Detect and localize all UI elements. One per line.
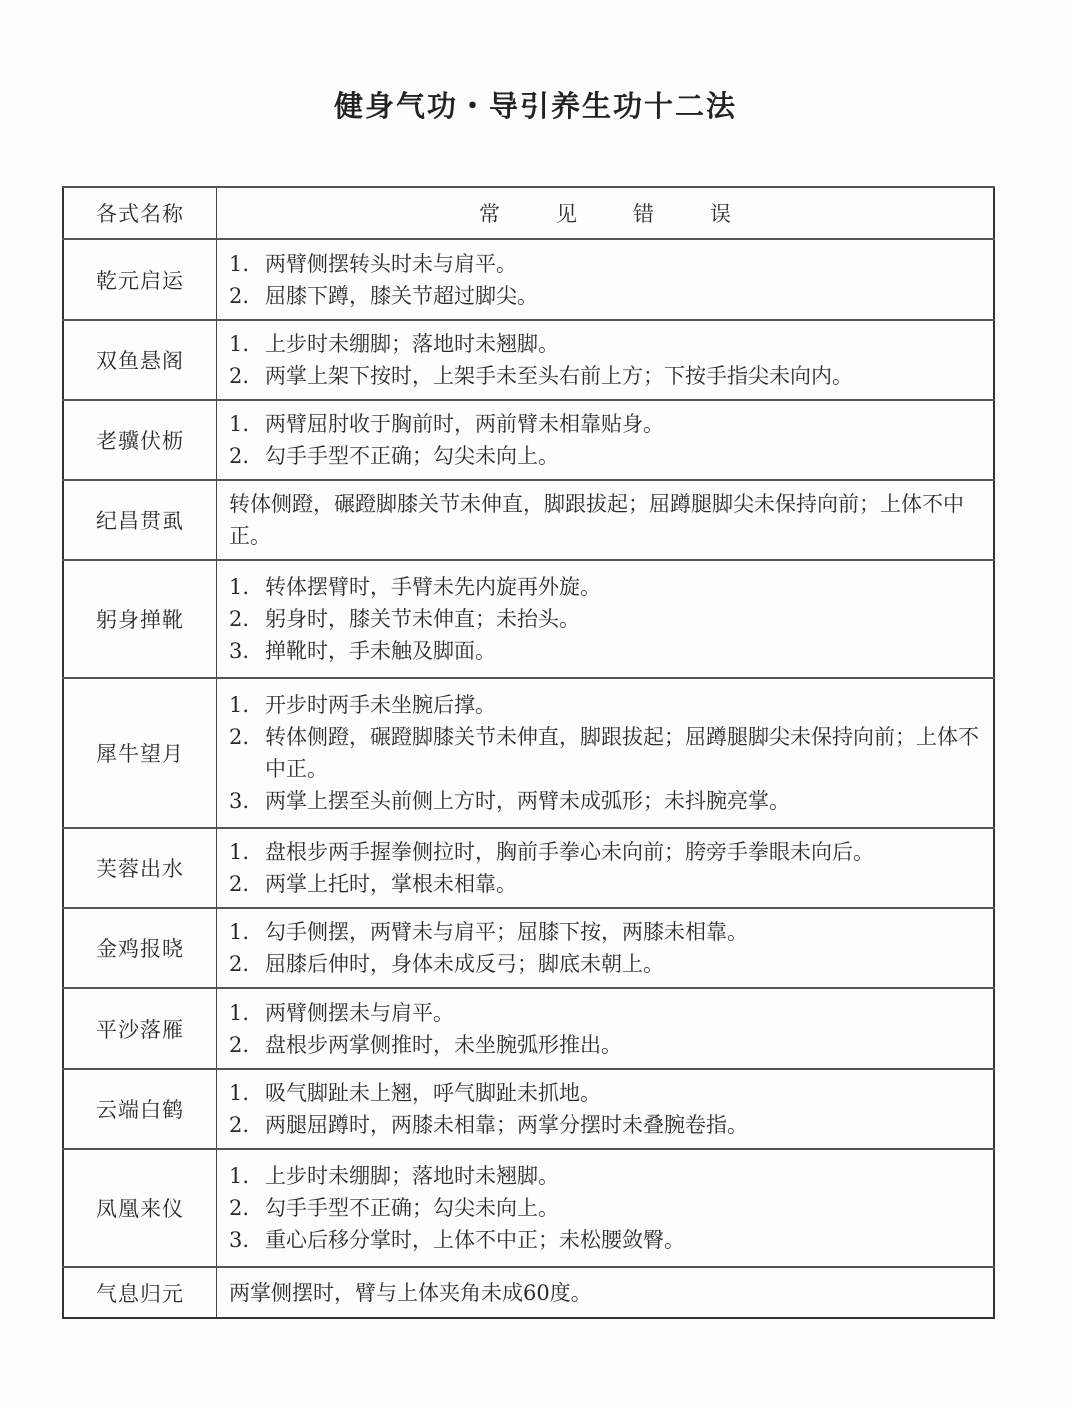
- error-list: [217, 560, 995, 678]
- item-number: 3.: [229, 1228, 250, 1252]
- header-errors: [217, 187, 995, 239]
- header-char: 错: [633, 202, 654, 226]
- item-number: 2.: [229, 1032, 250, 1057]
- header-char: 见: [556, 202, 577, 226]
- item-number: 1.: [229, 251, 250, 276]
- error-list: [217, 828, 995, 908]
- error-item: 2. 两掌上托时，掌根未相靠。: [229, 868, 983, 900]
- error-item: 1. 两臂屈肘收于胸前时，两前臂未相靠贴身。: [229, 408, 983, 440]
- error-item: 2. 躬身时，膝关节未伸直；未抬头。: [229, 603, 983, 635]
- item-number: 1.: [229, 840, 250, 864]
- exercise-name: 躬身掸靴: [63, 560, 217, 678]
- table-row: [63, 239, 994, 320]
- exercise-name: 芙蓉出水: [63, 828, 217, 908]
- item-number: 1.: [229, 920, 250, 944]
- error-item: 1. 上步时未绷脚；落地时未翘脚。: [229, 328, 983, 360]
- item-number: 2.: [229, 872, 250, 896]
- error-item: 2. 屈膝后伸时，身体未成反弓；脚底未朝上。: [229, 948, 983, 980]
- table-row: [63, 988, 994, 1069]
- item-number: 1.: [229, 332, 250, 356]
- error-item: 2. 勾手手型不正确；勾尖未向上。: [229, 1192, 983, 1224]
- error-list: [217, 320, 995, 400]
- exercise-name: 气息归元: [63, 1267, 217, 1318]
- item-number: 1.: [229, 575, 250, 599]
- header-char: 常: [479, 202, 500, 226]
- table-row: [63, 1149, 994, 1267]
- exercise-name: 金鸡报晓: [63, 908, 217, 988]
- item-number: 2.: [229, 952, 250, 976]
- item-number: 1.: [229, 1000, 250, 1025]
- item-number: 2.: [229, 1196, 250, 1220]
- error-list: [217, 1069, 995, 1149]
- item-number: 2.: [229, 364, 250, 388]
- exercise-name: 平沙落雁: [63, 988, 217, 1069]
- table-row: [63, 908, 994, 988]
- table-row: [63, 480, 994, 560]
- exercise-name: 纪昌贯虱: [63, 480, 217, 560]
- error-item: 两掌侧摆时，臂与上体夹角未成60度。: [229, 1280, 592, 1305]
- header-name: 各式名称: [63, 187, 217, 239]
- exercise-name: 凤凰来仪: [63, 1149, 217, 1267]
- error-item: 2. 屈膝下蹲，膝关节超过脚尖。: [229, 280, 983, 312]
- error-item: 转体侧蹬，碾蹬脚膝关节未伸直，脚跟拔起；屈蹲腿脚尖未保持向前；上体不中正。: [229, 492, 964, 548]
- item-number: 1.: [229, 1164, 250, 1188]
- error-item: 1. 勾手侧摆，两臂未与肩平；屈膝下按，两膝未相靠。: [229, 916, 983, 948]
- item-number: 3.: [229, 639, 250, 663]
- table-row: [63, 678, 994, 828]
- table-row: [63, 560, 994, 678]
- table-header-row: [63, 187, 994, 239]
- error-item: 3. 掸靴时，手未触及脚面。: [229, 635, 983, 667]
- item-number: 1.: [229, 1081, 250, 1105]
- error-item: 2. 两腿屈蹲时，两膝未相靠；两掌分摆时未叠腕卷指。: [229, 1109, 983, 1141]
- error-list: [217, 480, 995, 560]
- error-item: 3. 两掌上摆至头前侧上方时，两臂未成弧形；未抖腕亮掌。: [229, 785, 983, 817]
- item-number: 1.: [229, 693, 250, 717]
- error-item: 1. 上步时未绷脚；落地时未翘脚。: [229, 1160, 983, 1192]
- error-list: [217, 1267, 995, 1318]
- error-item: 1. 两臂侧摆转头时未与肩平。: [229, 248, 983, 280]
- error-list: [217, 908, 995, 988]
- error-item: 1. 盘根步两手握拳侧拉时，胸前手拳心未向前；胯旁手拳眼未向后。: [229, 836, 983, 868]
- exercise-name: 老骥伏枥: [63, 400, 217, 480]
- item-number: 2.: [229, 1113, 250, 1137]
- table-row: [63, 320, 994, 400]
- item-number: 2.: [229, 607, 250, 631]
- error-item: 2. 转体侧蹬，碾蹬脚膝关节未伸直，脚跟拔起；屈蹲腿脚尖未保持向前；上体不中正。: [229, 721, 983, 785]
- item-number: 1.: [229, 412, 250, 436]
- table-row: [63, 828, 994, 908]
- exercise-name: 双鱼悬阁: [63, 320, 217, 400]
- header-char: 误: [710, 202, 731, 226]
- item-number: 2.: [229, 444, 250, 468]
- item-number: 2.: [229, 283, 250, 308]
- error-list: [217, 988, 995, 1069]
- error-item: 2. 勾手手型不正确；勾尖未向上。: [229, 440, 983, 472]
- item-number: 3.: [229, 789, 250, 813]
- table-row: [63, 1267, 994, 1318]
- error-item: 1. 吸气脚趾未上翘，呼气脚趾未抓地。: [229, 1077, 983, 1109]
- error-item: 1. 转体摆臂时，手臂未先内旋再外旋。: [229, 571, 983, 603]
- table-row: [63, 1069, 994, 1149]
- error-item: 1. 两臂侧摆未与肩平。: [229, 997, 983, 1029]
- error-list: [217, 678, 995, 828]
- exercise-name: 乾元启运: [63, 239, 217, 320]
- page-title: 健身气功・导引养生功十二法: [333, 89, 737, 123]
- exercise-name: 云端白鹤: [63, 1069, 217, 1149]
- errors-table: [62, 186, 995, 1319]
- error-item: 3. 重心后移分掌时，上体不中正；未松腰敛臀。: [229, 1224, 983, 1256]
- error-list: [217, 1149, 995, 1267]
- error-list: [217, 239, 995, 320]
- error-list: [217, 400, 995, 480]
- error-item: 2. 盘根步两掌侧推时，未坐腕弧形推出。: [229, 1029, 983, 1061]
- table-row: [63, 400, 994, 480]
- error-item: 1. 开步时两手未坐腕后撑。: [229, 689, 983, 721]
- item-number: 2.: [229, 725, 250, 749]
- error-item: 2. 两掌上架下按时，上架手未至头右前上方；下按手指尖未向内。: [229, 360, 983, 392]
- exercise-name: 犀牛望月: [63, 678, 217, 828]
